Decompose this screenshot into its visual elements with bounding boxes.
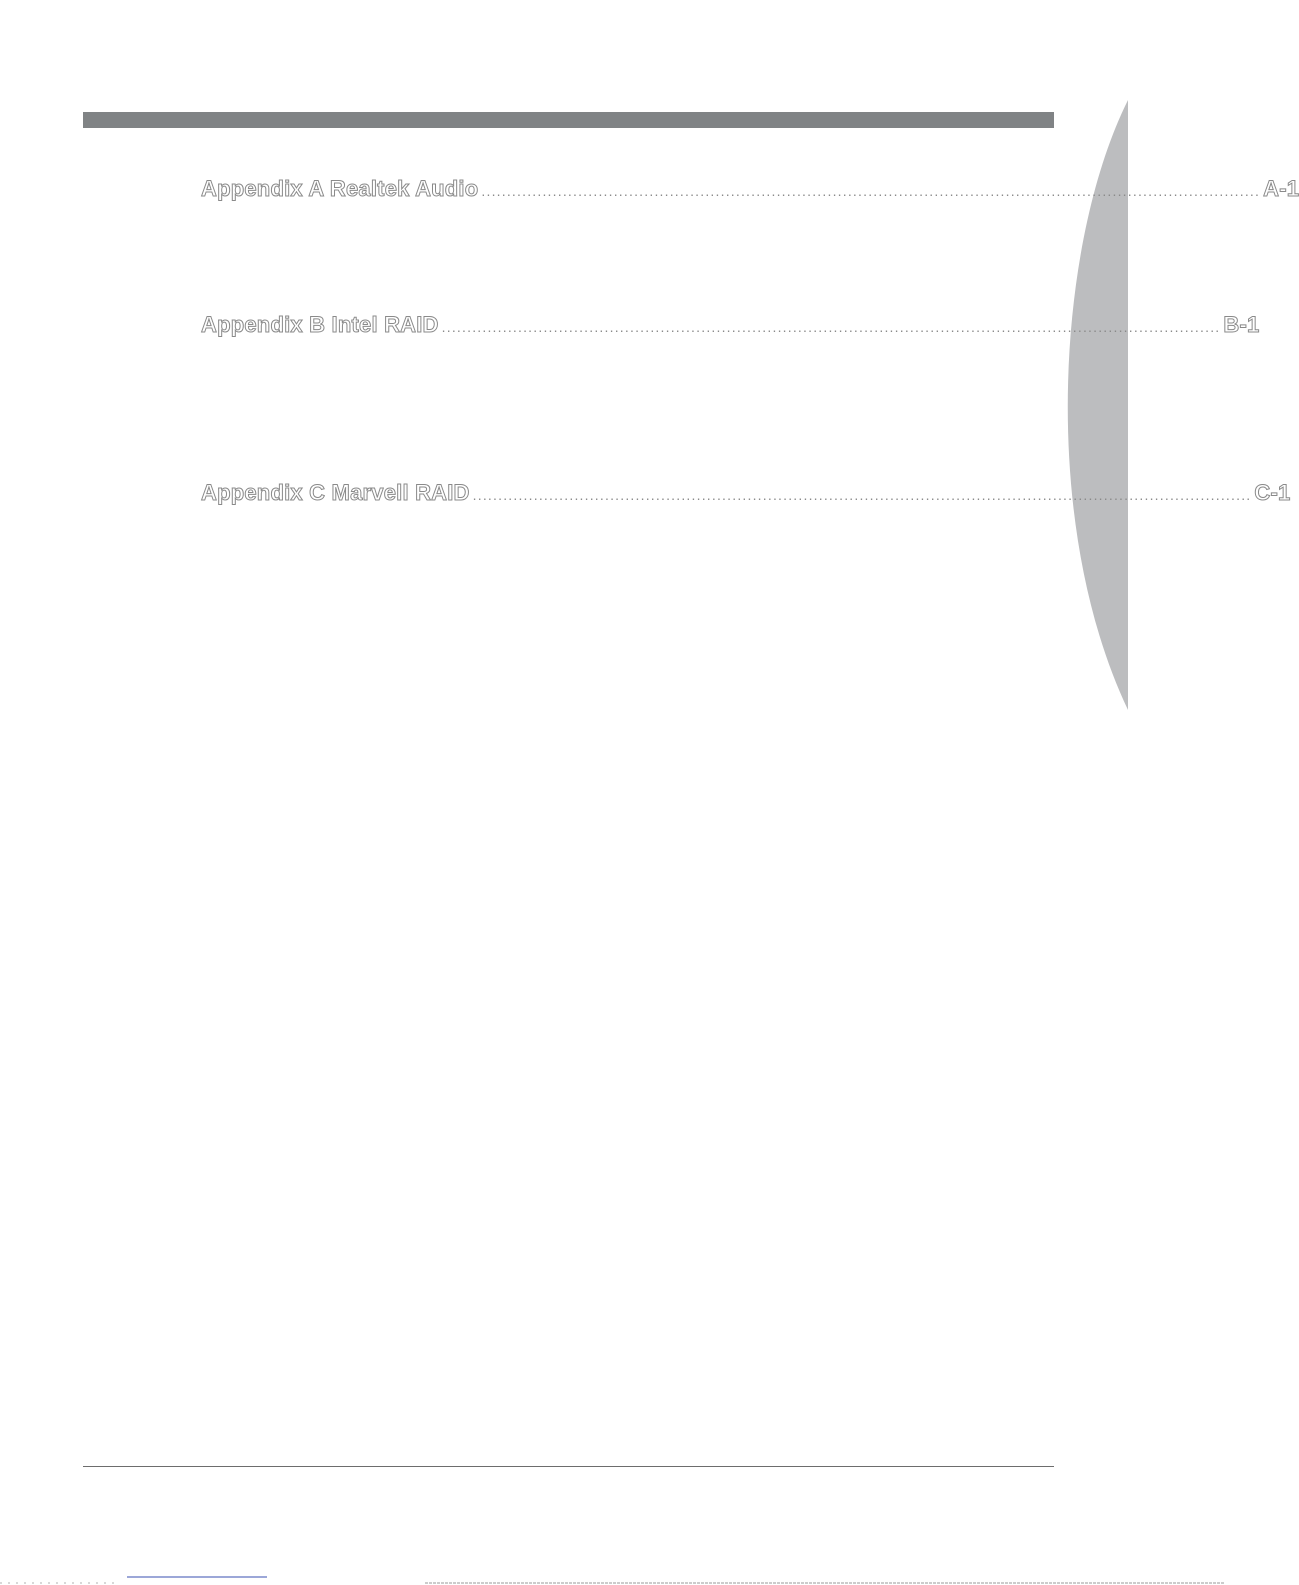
toc-dot-leader: ......................................................................................................................................................... bbox=[441, 319, 1221, 335]
toc-entry-appendix-c[interactable] bbox=[201, 480, 1291, 510]
header-bar bbox=[83, 112, 1054, 128]
footer-rule bbox=[83, 1466, 1054, 1467]
toc-entry-page: C-1 bbox=[1254, 480, 1291, 505]
toc-dot-leader: ......................................................................................................................................................... bbox=[481, 183, 1261, 199]
toc-entry-appendix-b[interactable] bbox=[201, 312, 1260, 342]
toc-entry-appendix-a[interactable] bbox=[201, 176, 1299, 206]
toc-entry-title: Appendix A Realtek Audio bbox=[201, 176, 479, 201]
toc-dot-leader: ......................................................................................................................................................... bbox=[472, 487, 1252, 503]
footer-scan-marks bbox=[0, 1576, 1225, 1585]
toc-entry-page: B-1 bbox=[1223, 312, 1260, 337]
toc-entry-page: A-1 bbox=[1263, 176, 1299, 201]
toc-entry-title: Appendix B Intel RAID bbox=[201, 312, 439, 337]
toc-entry-title: Appendix C Marvell RAID bbox=[201, 480, 470, 505]
